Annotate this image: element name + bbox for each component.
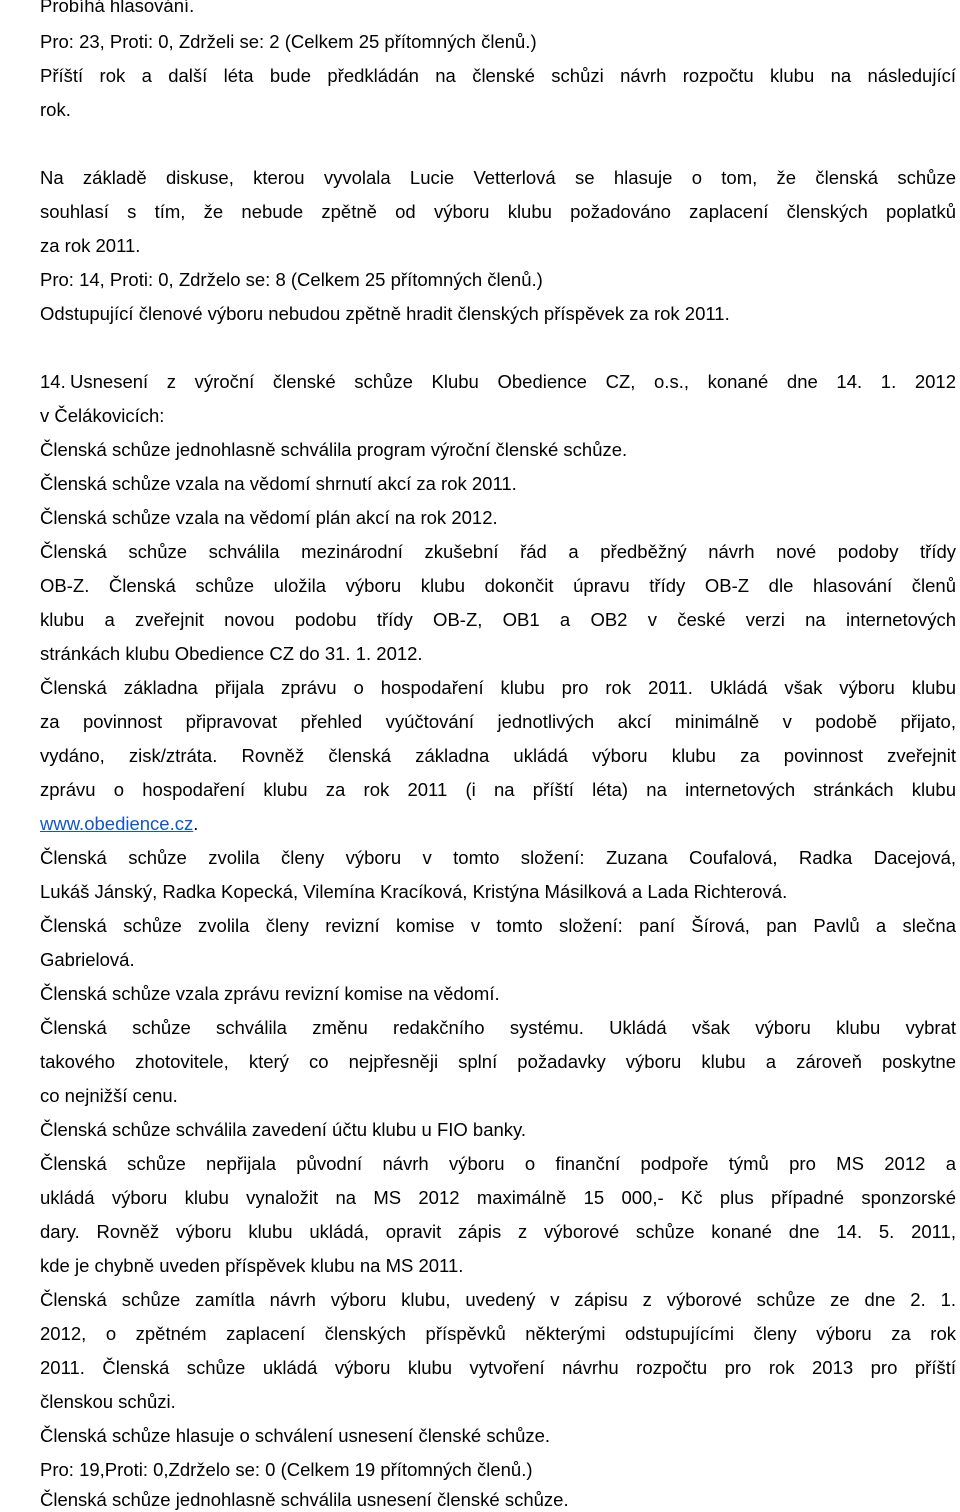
text-line: Členská schůze nepřijala původní návrh výboru o finanční podpoře týmů pro MS 2012 a — [40, 1153, 956, 1174]
text-line: rok. — [40, 99, 71, 120]
text-line: 2011. Členská schůze ukládá výboru klubu vytvoření návrhu rozpočtu pro rok 2013 pro příští — [40, 1357, 956, 1378]
text-line: Členská schůze zvolila členy výboru v tomto složení: Zuzana Coufalová, Radka Dacejová, — [40, 847, 956, 868]
text-line: Členská schůze jednohlasně schválila program výroční členské schůze. — [40, 439, 628, 460]
text-line: co nejnižší cenu. — [40, 1085, 178, 1106]
text-line: Pro: 23, Proti: 0, Zdrželi se: 2 (Celkem 25 přítomných členů.) — [40, 31, 537, 52]
text-line: Členská schůze schválila změnu redakčního systému. Ukládá však výboru klubu vybrat — [40, 1017, 956, 1038]
website-link[interactable]: www.obedience.cz — [40, 813, 194, 834]
text-line: Členská schůze vzala na vědomí shrnutí akcí za rok 2011. — [40, 473, 517, 494]
text-line: vydáno, zisk/ztráta. Rovněž členská základna ukládá výboru klubu za povinnost zveřejnit — [40, 745, 956, 766]
text-line: Členská schůze hlasuje o schválení usnesení členské schůze. — [40, 1425, 551, 1446]
text-line: Odstupující členové výboru nebudou zpětně hradit členských příspěvek za rok 2011. — [40, 303, 730, 324]
text-line: klubu a zveřejnit novou podobu třídy OB-Z, OB1 a OB2 v české verzi na internetových — [40, 609, 956, 630]
text-line: stránkách klubu Obedience CZ do 31. 1. 2012. — [40, 643, 423, 664]
section-number: 14. — [40, 371, 66, 392]
text-line: kde je chybně uveden příspěvek klubu na MS 2011. — [40, 1255, 464, 1276]
link-suffix: . — [193, 813, 199, 834]
text-line: Lukáš Jánský, Radka Kopecká, Vilemína Kracíková, Kristýna Másilková a Lada Richterová. — [40, 881, 788, 902]
text-line: Členská schůze vzala na vědomí plán akcí na rok 2012. — [40, 507, 498, 528]
text-line: 2012, o zpětném zaplacení členských příspěvků některými odstupujícími členy výboru za rok — [40, 1323, 956, 1344]
section-heading: Usnesení z výroční členské schůze Klubu Obedience CZ, o.s., konané dne 14. 1. 2012 — [70, 371, 956, 392]
text-line: za povinnost připravovat přehled vyúčtování jednotlivých akcí minimálně v podobě přijato, — [40, 711, 956, 732]
text-line: za rok 2011. — [40, 235, 141, 256]
text-line: členskou schůzi. — [40, 1391, 176, 1412]
text-line: Členská schůze jednohlasně schválila usnesení členské schůze. — [40, 1489, 569, 1510]
vote-result: Pro: 19,Proti: 0,Zdrželo se: 0 (Celkem 19 přítomných členů.) — [40, 1459, 533, 1480]
text-line: v Čelákovicích: — [40, 405, 165, 426]
text-line: Na základě diskuse, kterou vyvolala Lucie Vetterlová se hlasuje o tom, že členská schůze — [40, 167, 956, 188]
text-line: Probíhá hlasování. — [40, 0, 195, 16]
text-line: zprávu o hospodaření klubu za rok 2011 (i na příští léta) na internetových stránkách klubu — [40, 779, 956, 800]
text-line: Členská schůze zamítla návrh výboru klubu, uvedený v zápisu z výborové schůze ze dne 2. 1. — [40, 1289, 956, 1310]
text-line: Gabrielová. — [40, 949, 135, 970]
text-line: Členská základna přijala zprávu o hospodaření klubu pro rok 2011. Ukládá však výboru klubu — [40, 677, 956, 698]
link-line — [40, 812, 956, 836]
text-line: souhlasí s tím, že nebude zpětně od výboru klubu požadováno zaplacení členských poplatků — [40, 201, 956, 222]
text-line: Členská schůze zvolila členy revizní komise v tomto složení: paní Šírová, pan Pavlů a slečna — [40, 915, 956, 936]
text-line: Členská schůze schválila mezinárodní zkušební řád a předběžný návrh nové podoby třídy — [40, 541, 956, 562]
text-line: takového zhotovitele, který co nejpřesněji splní požadavky výboru klubu a zároveň poskytne — [40, 1051, 956, 1072]
text-line: dary. Rovněž výboru klubu ukládá, opravit zápis z výborové schůze konané dne 14. 5. 2011, — [40, 1221, 956, 1242]
text-line: Členská schůze schválila zavedení účtu klubu u FIO banky. — [40, 1119, 527, 1140]
text-line: ukládá výboru klubu vynaložit na MS 2012 maximálně 15 000,- Kč plus případné sponzorské — [40, 1187, 956, 1208]
text-line: Členská schůze vzala zprávu revizní komise na vědomí. — [40, 983, 500, 1004]
text-line: OB-Z. Členská schůze uložila výboru klubu dokončit úpravu třídy OB-Z dle hlasování členů — [40, 575, 956, 596]
text-line: Příští rok a další léta bude předkládán na členské schůzi návrh rozpočtu klubu na následující — [40, 65, 956, 86]
vote-result: Pro: 14, Proti: 0, Zdrželo se: 8 (Celkem 25 přítomných členů.) — [40, 269, 543, 290]
